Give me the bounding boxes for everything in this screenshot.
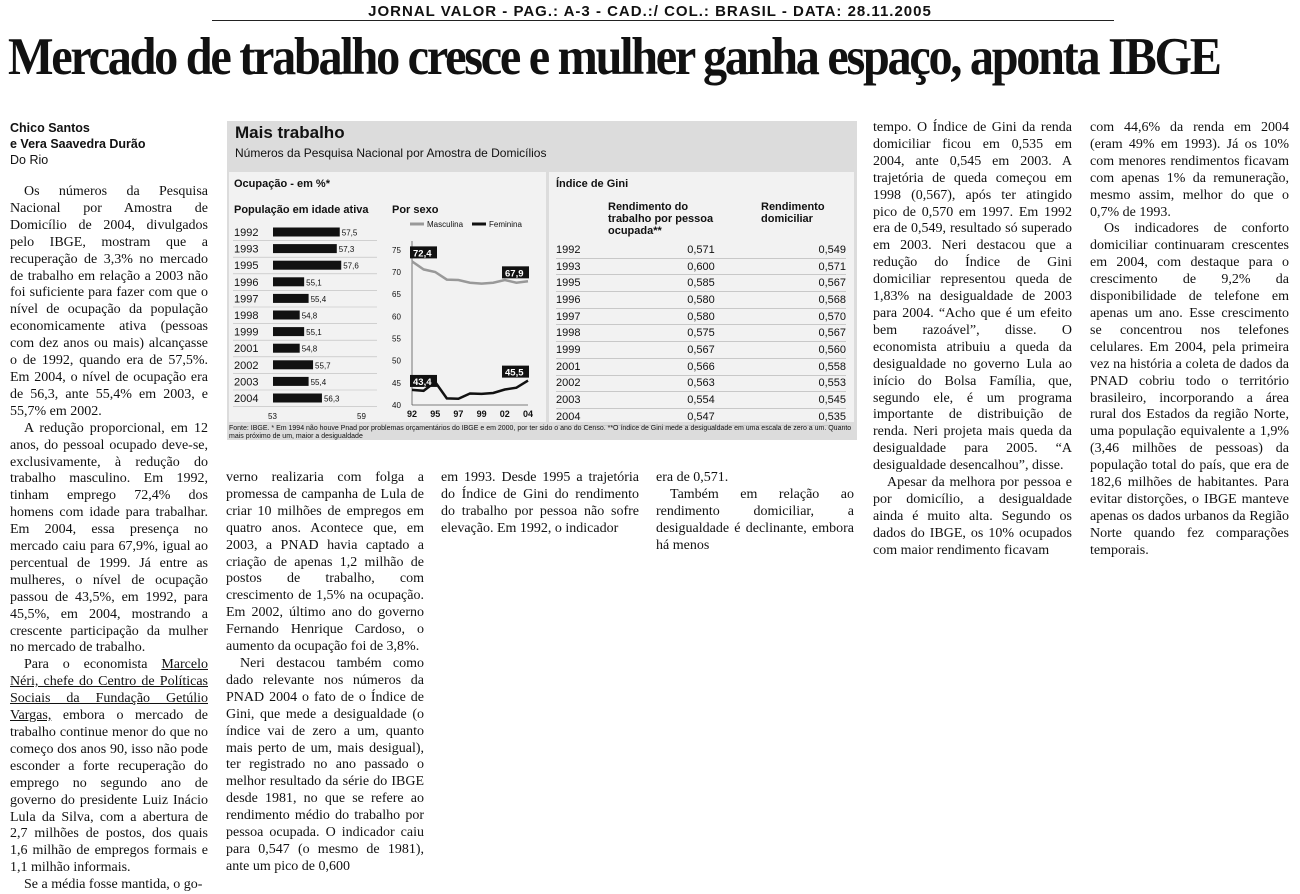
data-callout-label: 72,4 — [413, 248, 432, 260]
table-cell: 0,549 — [818, 243, 846, 256]
table-cell: 2003 — [556, 394, 581, 407]
bar-value-label: 55,1 — [306, 328, 322, 338]
table-row — [556, 392, 846, 409]
table-row — [556, 342, 846, 359]
bar — [273, 294, 309, 303]
table-cell: 0,585 — [687, 277, 715, 290]
bar-category-label: 1995 — [234, 260, 259, 273]
table-cell: 0,580 — [687, 310, 715, 323]
ocupacao-header: Ocupação - em %* — [234, 178, 330, 190]
table-cell: 0,554 — [687, 394, 715, 407]
highlighted-name: Marcelo Néri, chefe do Centro de Políticas Sociais da Fundação Getúlio Vargas, — [10, 657, 208, 724]
bar-category-label: 2004 — [234, 393, 259, 405]
table-cell: 0,563 — [687, 377, 715, 390]
table-cell: 0,560 — [818, 343, 846, 356]
bar-chart — [229, 220, 379, 425]
bar-chart-title: População em idade ativa — [234, 204, 369, 216]
bar-value-label: 54,8 — [301, 311, 318, 321]
table-cell: 1993 — [556, 260, 581, 273]
bar-value-label: 54,8 — [301, 344, 318, 354]
table-row — [556, 259, 846, 276]
bar-value-label: 57,5 — [341, 228, 358, 238]
table-row — [556, 309, 846, 326]
paragraph: Também em relação ao rendimento domiciliar, a desigualdade é declinante, embora há menos — [656, 486, 854, 553]
table-row — [556, 409, 846, 426]
masthead-rule — [212, 20, 1114, 21]
column-3 — [441, 470, 639, 538]
paragraph: Para o economista Marcelo Néri, chefe do Centro de Políticas Sociais da Fundação Getúlio Vargas, embora o mercado de trabalho continue menor do que no começo dos anos 90, isso não pode esconder a forte recuperação do emprego no segundo ano de governo do presidente Luiz Inácio Lula da Silva, com a abertura de 2,7 milhões de postos, dos quais 1,6 milhão de empregos formais e 1,1 milhão informais. — [10, 657, 208, 876]
table-cell: 0,568 — [818, 293, 846, 306]
paragraph: A redução proporcional, em 12 anos, do pessoal ocupado deve-se, exclusivamente, à redução do trabalho masculino. Em 1992, tinham emprego 72,4% dos homens com idade para trabalhar. Em 2004, essa presença no mercado caiu para 67,9%, igual ao percentual de 1999. Já entre as mulheres, o nível de ocupação passou de 43,5%, em 1992, para 45,5%, em 2004, mostrando a crescente participação da mulher no mercado de trabalho. — [10, 420, 208, 656]
y-tick-label: 75 — [392, 245, 401, 255]
table-cell: 0,547 — [687, 410, 715, 423]
gini-table — [556, 242, 846, 426]
x-tick-label: 02 — [499, 409, 510, 419]
bar-value-label: 55,7 — [315, 361, 331, 371]
table-cell: 0,553 — [818, 377, 846, 390]
table-row — [556, 376, 846, 393]
data-callout-label: 45,5 — [505, 367, 524, 379]
bar — [273, 377, 309, 386]
paragraph: tempo. O Índice de Gini da renda domiciliar ficou em 0,535 em 2004, ante 0,545 em 2003. A trajetória de queda começou em 1998 (0,567), após ter atingido pico de 0,570 em 1997. Em 1992 era de 0,549, resultado só superado em 2003. Neri destacou que a redução do Índice de Gini domiciliar representou queda de 1,83% na desigualdade de 2003 para 2004. “Acho que é um efeito bem razoável”, disse. O economista atribuiu a queda da desigualdade no governo Lula ao início do Bolsa Família, que, segundo ele, é um programa importante de distribuição de renda. Neri projeta mais queda da desigualdade para 2005. “A desigualdade desencalhou”, disse. — [873, 120, 1072, 474]
bar — [273, 261, 341, 270]
bar-category-label: 1992 — [234, 227, 259, 239]
table-cell: 0,580 — [687, 293, 715, 306]
bar-category-label: 1997 — [234, 293, 259, 306]
bar-value-label: 57,3 — [338, 245, 355, 255]
column-5 — [873, 120, 1072, 560]
table-cell: 1997 — [556, 310, 581, 323]
paragraph: verno realizaria com folga a promessa de campanha de Lula de criar 10 milhões de empregos em quatro anos. Acontece que, em 2003, a PNAD havia captado a criação de apenas 1,2 milhão de postos de trabalho, com crescimento de 1,5% na ocupação. Em 2002, último ano do governo Fernando Henrique Cardoso, o aumento da ocupação foi de 3,8%. — [226, 470, 424, 655]
legend-label: Masculina — [427, 220, 464, 229]
table-cell: 0,567 — [687, 343, 715, 356]
line-chart — [384, 214, 544, 424]
gini-header: Índice de Gini — [556, 178, 629, 190]
bar — [273, 277, 304, 286]
bar-value-label: 57,6 — [343, 261, 359, 271]
table-cell: 2002 — [556, 377, 581, 390]
headline: Mercado de trabalho cresce e mulher ganha espaço, aponta IBGE — [8, 28, 1220, 86]
x-tick-label: 92 — [407, 409, 418, 419]
table-cell: 0,567 — [818, 277, 846, 290]
table-cell: 0,545 — [818, 394, 846, 407]
bar — [273, 244, 337, 253]
table-cell: 1999 — [556, 343, 581, 356]
table-cell: 1998 — [556, 327, 581, 340]
table-cell: 0,566 — [687, 360, 715, 373]
x-tick-label: 99 — [476, 409, 487, 419]
table-cell: 0,571 — [818, 260, 846, 273]
bar-category-label: 2002 — [234, 359, 259, 372]
line-chart-title: Por sexo — [392, 204, 439, 216]
table-cell: 1996 — [556, 293, 581, 306]
table-row — [556, 292, 846, 309]
paragraph: era de 0,571. — [656, 470, 729, 485]
y-tick-label: 55 — [392, 334, 401, 344]
y-tick-label: 40 — [392, 401, 401, 410]
y-tick-label: 70 — [392, 268, 401, 278]
bar — [273, 394, 322, 403]
column-2 — [226, 470, 424, 876]
table-cell: 1995 — [556, 277, 581, 290]
y-tick-label: 50 — [392, 356, 401, 366]
table-cell: 0,575 — [687, 327, 715, 340]
author-1: Chico Santos — [10, 121, 90, 135]
table-row — [556, 275, 846, 292]
bar-value-label: 55,1 — [306, 278, 322, 288]
bar-category-label: 1999 — [234, 326, 259, 339]
paragraph: Os indicadores de conforto domiciliar continuaram crescentes em 2004, com destaque para o crescimento de 9,2% da disponibilidade de telefone em apenas um ano. Esse crescimento se concentrou nos telefones celulares. Em 2004, pela primeira vez na história a coleta de dados da PNAD cobriu todo o território brasileiro, incorporando a área rural dos Estados da região Norte, uma população equivalente a 1,9% (3,46 milhões de pessoas) da população total do país, que era de 182,6 milhões de habitantes. Para evitar distorções, o IBGE manteve apenas os dados urbanos da Região Norte quando fez comparações temporais. — [1090, 221, 1289, 558]
table-row — [556, 359, 846, 376]
x-tick-label: 04 — [523, 409, 534, 419]
bar-category-label: 1996 — [234, 276, 259, 289]
bar — [273, 228, 340, 237]
bar — [273, 360, 313, 369]
table-cell: 0,567 — [818, 327, 846, 340]
data-callout-label: 67,9 — [505, 268, 524, 280]
y-tick-label: 45 — [392, 378, 401, 388]
paragraph: com 44,6% da renda em 2004 (eram 49% em 1993). Já os 10% com menores rendimentos ficavam com apenas 1% da remuneração, mesmo assim, melhor do que o 0,7% de 1993. — [1090, 120, 1289, 220]
table-cell: 0,535 — [818, 410, 846, 423]
bar — [273, 327, 304, 336]
bar-category-label: 1993 — [234, 243, 259, 256]
x-tick-label: 59 — [357, 412, 366, 421]
author-2: e Vera Saavedra Durão — [10, 137, 146, 151]
x-tick-label: 95 — [430, 409, 441, 419]
byline-location: Do Rio — [10, 153, 49, 167]
table-cell: 0,570 — [818, 310, 846, 323]
table-row — [556, 325, 846, 342]
column-1 — [10, 184, 208, 894]
infobox-subtitle: Números da Pesquisa Nacional por Amostra de Domicílios — [235, 146, 547, 160]
table-row — [556, 242, 846, 259]
y-tick-label: 65 — [392, 290, 401, 300]
paragraph: em 1993. Desde 1995 a trajetória do Índice de Gini do rendimento do trabalho por pessoa não sofre elevação. Em 1992, o indicador — [441, 470, 639, 536]
paragraph: Os números da Pesquisa Nacional por Amostra de Domicílio de 2004, divulgados pelo IBGE, mostram que a recuperação de 3,3% no mercado de trabalho em relação a 2003 não foi suficiente para fazer com que o nível de ocupação da população economicamente ativa (pessoas com dez anos ou mais) alcançasse o de 1992, quando era de 57,5%. Em 2004, o nível de ocupação era de 56,3, ante 55,4% em 2003, e 55,7% em 2002. — [10, 184, 208, 419]
bar — [273, 311, 300, 320]
x-tick-label: 53 — [268, 412, 277, 421]
bar-category-label: 2001 — [234, 343, 259, 356]
bar — [273, 344, 300, 353]
table-cell: 0,571 — [687, 243, 715, 256]
bar-value-label: 56,3 — [323, 394, 340, 404]
table-cell: 2004 — [556, 410, 581, 423]
infobox-title: Mais trabalho — [235, 123, 345, 142]
table-cell: 1992 — [556, 243, 581, 256]
column-6 — [1090, 120, 1289, 560]
bar-value-label: 55,4 — [310, 377, 327, 387]
byline — [10, 120, 210, 168]
bar-category-label: 2003 — [234, 376, 259, 389]
paragraph: Apesar da melhora por pessoa e por domicílio, a desigualdade ainda é muito alta. Segundo os dados do IBGE, os 10% ocupados com maior rendimento ficavam — [873, 475, 1072, 558]
y-tick-label: 60 — [392, 312, 401, 322]
column-4 — [656, 470, 854, 555]
infobox-footnote: Fonte: IBGE. * Em 1994 não houve Pnad por problemas orçamentários do IBGE e em 2000, por ter sido o ano do Censo. **O índice de Gini mede a desigualdade em uma escala de zero a um. Quanto mais próximo de um, maior a desigualdade — [229, 425, 852, 440]
paragraph: Se a média fosse mantida, o go- — [24, 877, 203, 893]
table-cell: 0,600 — [687, 260, 715, 273]
x-tick-label: 97 — [453, 409, 464, 419]
gini-col-domiciliar: Rendimento domiciliar — [761, 201, 825, 225]
bar-category-label: 1998 — [234, 310, 259, 322]
data-callout-label: 43,4 — [413, 376, 432, 388]
masthead: JORNAL VALOR - PAG.: A-3 - CAD.:/ COL.: BRASIL - DATA: 28.11.2005 — [368, 3, 932, 20]
bar-value-label: 55,4 — [310, 294, 327, 304]
table-cell: 0,558 — [818, 360, 846, 373]
gini-col-trabalho: Rendimento do trabalho por pessoa ocupada** — [608, 201, 714, 237]
legend-label: Feminina — [489, 220, 522, 229]
paragraph: Neri destacou também como dado relevante nos números da PNAD 2004 o fato de o Índice de Gini, que mede a desigualdade (o índice vai de zero a um, quanto mais perto de um, mais desigual), ter registrado no ano passado o melhor resultado da série do IBGE desde 1981, no que se refere ao rendimento médio do trabalho por pessoa ocupada. O indicador caiu para 0,547 (o mesmo de 1981), ante um pico de 0,600 — [226, 655, 424, 874]
table-cell: 2001 — [556, 360, 581, 373]
